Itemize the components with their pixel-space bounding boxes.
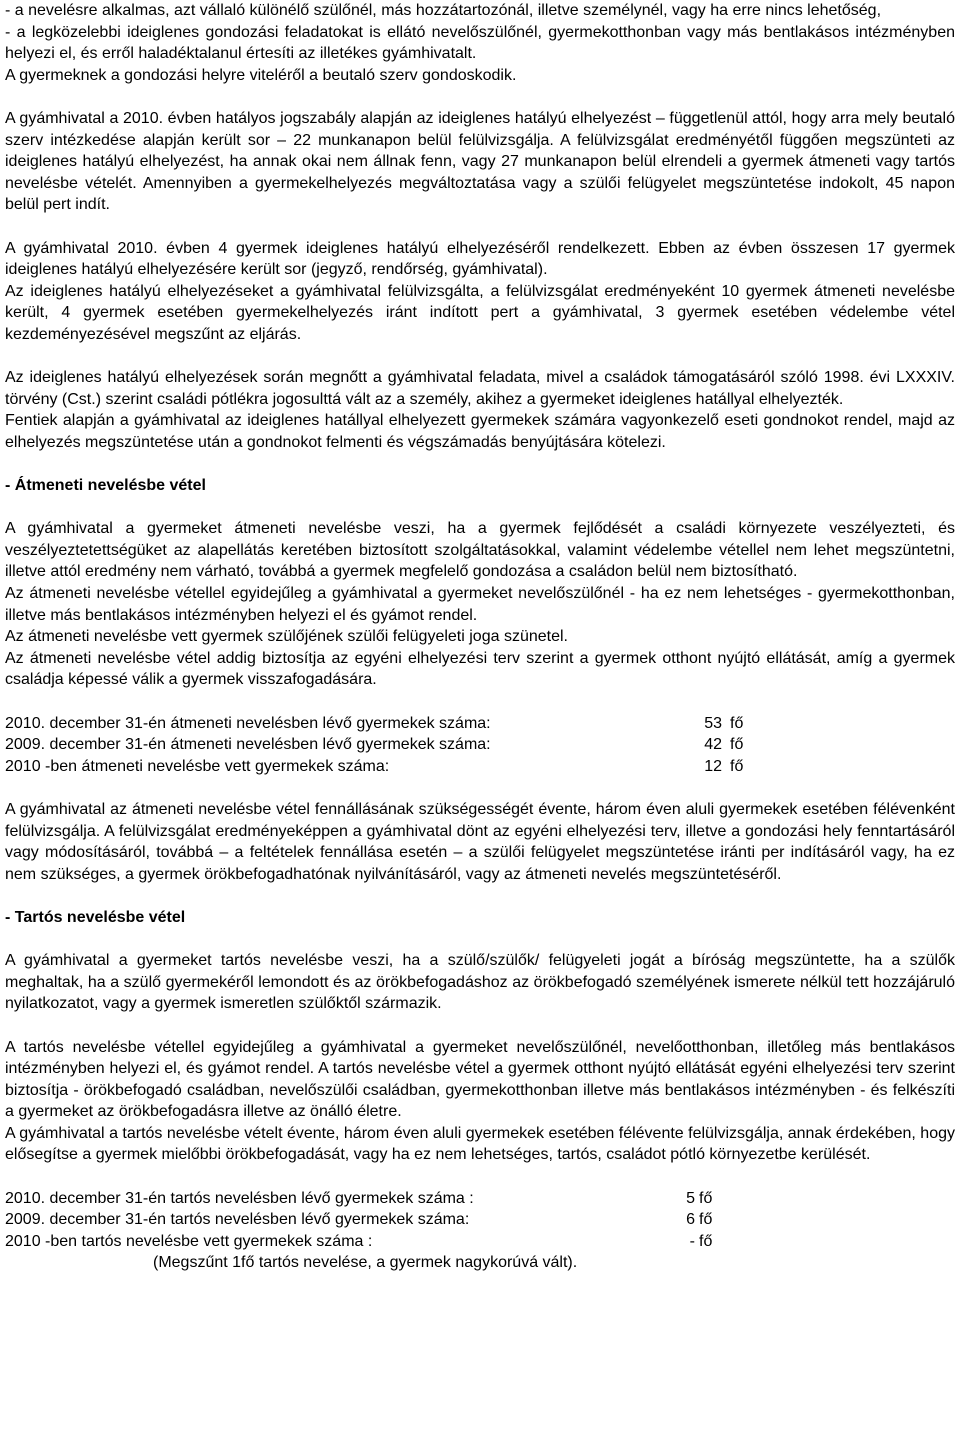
stat-row (5, 1231, 955, 1253)
paragraph: A gyámhivatal a gyermeket tartós nevelésbe veszi, ha a szülő/szülők/ felügyeleti jogát a bíróság megszüntette, ha a szülők meghaltak, ha a szülő gyermekéről lemondott és az örökbefogadáshoz az örökbefogadó személyének ismerete nélkül tett hozzájáruló nyilatkozatot, vagy a gyermek ismeretlen szülőktől származik. (5, 952, 955, 1013)
paragraph: Fentiek alapján a gyámhivatal az ideiglenes hatállyal elhelyezett gyermekek számára vagyonkezelő eseti gondnokot rendel, majd az elhelyezés megszüntetése után a gondnokot felmenti és végszámadás benyújtására kötelezi. (5, 412, 955, 451)
stat-row (5, 1188, 955, 1210)
paragraph: Az ideiglenes hatályú elhelyezések során megnőtt a gyámhivatal feladata, mivel a családok támogatásáról szóló 1998. évi LXXXIV. törvény (Cst.) szerint családi pótlékra jogosulttá vált az a személy, akihez a gyermeket ideiglenes hatállyal elhelyezték. (5, 369, 955, 408)
stat-value: 6 (686, 1211, 695, 1229)
stat-value: 53 (704, 714, 722, 732)
stat-note: (Megszűnt 1fő tartós nevelése, a gyermek nagykorúvá vált). (153, 1254, 578, 1272)
spacer (5, 497, 955, 519)
stat-label: 2010 -ben tartós nevelésbe vett gyermekek száma : (5, 1232, 373, 1250)
paragraph: - a nevelésre alkalmas, azt vállaló különélő szülőnél, más hozzátartozónál, illetve személynél, vagy ha erre nincs lehetőség, (5, 2, 882, 19)
stat-label: 2010. december 31-én tartós nevelésben lévő gyermekek száma : (5, 1189, 474, 1207)
paragraph: A gyermeknek a gondozási helyre viteléről a beutaló szerv gondoskodik. (5, 66, 517, 84)
section-heading: - Tartós nevelésbe vétel (5, 908, 186, 926)
stat-unit: fő (699, 1189, 713, 1207)
paragraph: A tartós nevelésbe vétellel egyidejűleg a gyámhivatal a gyermeket nevelőszülőnél, nevelőotthonban, illetőleg más bentlakásos intézményben helyezi el, és gyámot rendel. A tartós nevelésbe vétel a gyermek otthont nyújtó ellátását egyéni elhelyezési terv szerint biztosítja - örökbefogadó családban, nevelőszülői családban, gyermekotthonban illetve más bentlakásos intézményben - és felkészíti a gyermeket az örökbefogadásra illetve az önálló életre. (5, 1038, 955, 1121)
paragraph: Az átmeneti nevelésbe vétel addig biztosítja az egyéni elhelyezési terv szerint a gyermek otthont nyújtó ellátását, amíg a gyermek családja képessé válik a gyermek visszafogadására. (5, 649, 955, 689)
stat-label: 2009. december 31-én tartós nevelésben lévő gyermekek száma: (5, 1211, 470, 1229)
paragraph: A gyámhivatal a 2010. évben hatályos jogszabály alapján az ideiglenes hatályú elhelyezést – függetlenül attól, hogy arra mely beutaló szerv intézkedése alapján került sor – 22 munkanapon belül felülvizsgálja. A felülvizsgálat eredményétől függően megszünteti az ideiglenes hatályú elhelyezést, ha annak okai nem állnak fenn, vagy 27 munkanapon belül elrendeli a gyermek átmeneti vagy tartós nevelésbe vételét. Amennyiben a gyermekelhelyezés megváltoztatása vagy a szülői felügyelet megszüntetése indokolt, 45 napon belül pert indít. (5, 109, 955, 214)
stat-unit: fő (730, 714, 744, 732)
paragraph: A gyámhivatal az átmeneti nevelésbe vétel fennállásának szükségességét évente, három éven aluli gyermekek esetében félévenként felülvizsgálja. A felülvizsgálat eredményeképpen a gyámhivatal dönt az egyéni elhelyezési terv, illetve a gondozási hely fenntartásáról vagy módosításáról, továbbá – a feltételek fennállása esetén – a szülői felügyelet megszüntetése iránti per indításáról vagy, ha ez nem szükséges, a gyermek örökbefogadhatónak nyilvánításáról, vagy az átmeneti nevelés megszüntetéséről. (5, 800, 955, 883)
spacer (5, 1166, 955, 1188)
stat-unit: fő (699, 1232, 713, 1250)
spacer (5, 885, 955, 907)
spacer (5, 929, 955, 951)
spacer (5, 346, 955, 368)
stat-row (5, 756, 955, 778)
stat-value: 42 (704, 736, 722, 754)
paragraph: Az átmeneti nevelésbe vétellel egyidejűleg a gyámhivatal a gyermeket nevelőszülőnél - ha ez nem lehetséges - gyermekotthonban, illetve más bentlakásos intézményben helyezi el és gyámot rendel. (5, 585, 955, 624)
section-heading: - Átmeneti nevelésbe vétel (5, 477, 206, 495)
stat-unit: fő (730, 736, 744, 754)
stat-unit: fő (730, 757, 744, 775)
stat-label: 2010 -ben átmeneti nevelésbe vett gyermekek száma: (5, 757, 390, 775)
stat-row (5, 713, 955, 735)
paragraph: A gyámhivatal a tartós nevelésbe vételt évente, három éven aluli gyermekek esetében félévente felülvizsgálja, annak érdekében, hogy elősegítse a gyermek mielőbbi örökbefogadását, vagy ha ez nem lehetséges, tartós, családot pótló környezetbe kerülését. (5, 1124, 955, 1164)
stats-table-permanent (5, 1188, 955, 1274)
paragraph: - a legközelebbi ideiglenes gondozási feladatokat is ellátó nevelőszülőnél, gyermekotthonban vagy más bentlakásos intézményben helyezi el, és erről haladéktalanul értesíti az illetékes gyámhivatalt. (5, 23, 955, 63)
spacer (5, 777, 955, 799)
stat-unit: fő (699, 1211, 713, 1229)
stat-value: 12 (704, 757, 722, 775)
stat-value: 5 (686, 1189, 695, 1207)
stat-row (5, 1209, 955, 1231)
spacer (5, 1015, 955, 1037)
spacer (5, 86, 955, 108)
spacer (5, 216, 955, 238)
paragraph: Az ideiglenes hatályú elhelyezéseket a gyámhivatal felülvizsgálta, a felülvizsgálat eredményeként 10 gyermek átmeneti nevelésbe került, 4 gyermek esetében gyermekelhelyezés iránt indított pert a gyámhivatal, 3 gyermek esetében védelembe vétel kezdeményezésével megszűnt az eljárás. (5, 282, 955, 343)
paragraph: A gyámhivatal 2010. évben 4 gyermek ideiglenes hatályú elhelyezéséről rendelkezett. Ebben az évben összesen 17 gyermek ideiglenes hatályú elhelyezésére került sor (jegyző, rendőrség, gyámhivatal). (5, 239, 955, 279)
stats-table-transitional (5, 713, 955, 778)
spacer (5, 691, 955, 713)
spacer (5, 453, 955, 475)
stat-value: - (689, 1232, 695, 1250)
stat-row (5, 734, 955, 756)
paragraph: A gyámhivatal a gyermeket átmeneti nevelésbe veszi, ha a gyermek fejlődését a családi környezete veszélyezteti, és veszélyeztetettségüket az alapellátás keretében biztosított szolgáltatásokkal, valamint védelembe vétellel nem lehet megszüntetni, illetve attól eredmény nem várható, továbbá a gyermek megfelelő gondozása a családon belül nem biztosítható. (5, 520, 955, 581)
paragraph: Az átmeneti nevelésbe vett gyermek szülőjének szülői felügyeleti joga szünetel. (5, 628, 568, 646)
stat-label: 2010. december 31-én átmeneti nevelésben lévő gyermekek száma: (5, 714, 491, 732)
stat-label: 2009. december 31-én átmeneti nevelésben lévő gyermekek száma: (5, 736, 491, 754)
